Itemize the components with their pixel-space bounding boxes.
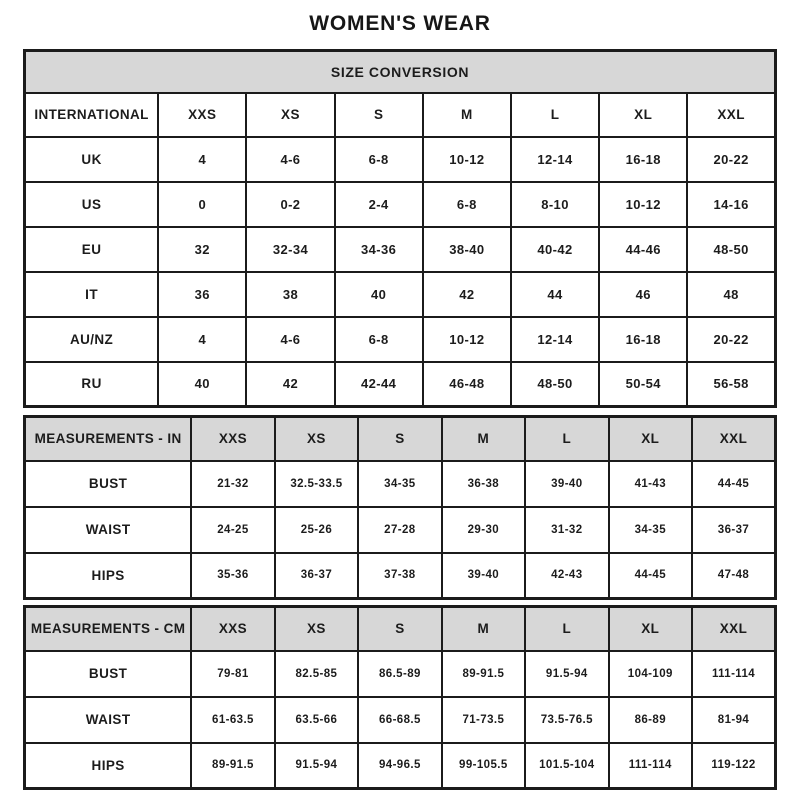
table-row-hips	[25, 743, 776, 789]
value-cell-bust-l: 91.5-94	[525, 651, 608, 697]
column-header-l: L	[525, 417, 608, 461]
tables-container	[23, 49, 777, 790]
column-header-l: L	[525, 607, 608, 651]
column-header-xs: XS	[275, 417, 358, 461]
value-cell-waist-xxs: 61-63.5	[191, 697, 274, 743]
value-cell-bust-xxl: 44-45	[692, 461, 775, 507]
column-header-xxs: XXS	[191, 607, 274, 651]
value-cell-bust-xxl: 111-114	[692, 651, 775, 697]
column-header-xxs: XXS	[158, 93, 246, 137]
table-row-eu	[25, 227, 776, 272]
value-cell-bust-s: 34-35	[358, 461, 441, 507]
value-cell-us-l: 8-10	[511, 182, 599, 227]
corner-header-international: INTERNATIONAL	[25, 93, 159, 137]
table-row-us	[25, 182, 776, 227]
table-banner-row	[25, 51, 776, 93]
value-cell-eu-xxl: 48-50	[687, 227, 775, 272]
value-cell-bust-m: 36-38	[442, 461, 525, 507]
table-row-waist	[25, 507, 776, 553]
value-cell-it-l: 44	[511, 272, 599, 317]
measurements-in-table	[23, 415, 777, 600]
value-cell-hips-xxs: 89-91.5	[191, 743, 274, 789]
table-row-bust	[25, 461, 776, 507]
measurements-cm-table	[23, 605, 777, 790]
value-cell-uk-s: 6-8	[335, 137, 423, 182]
value-cell-hips-xl: 44-45	[609, 553, 692, 599]
value-cell-waist-xxl: 36-37	[692, 507, 775, 553]
value-cell-eu-xl: 44-46	[599, 227, 687, 272]
column-header-s: S	[335, 93, 423, 137]
value-cell-au-nz-xxs: 4	[158, 317, 246, 362]
value-cell-uk-xl: 16-18	[599, 137, 687, 182]
value-cell-uk-xxs: 4	[158, 137, 246, 182]
size-conversion-table	[23, 49, 777, 408]
column-header-xs: XS	[246, 93, 334, 137]
value-cell-waist-xxl: 81-94	[692, 697, 775, 743]
corner-header-measurements-cm: MEASUREMENTS - CM	[25, 607, 192, 651]
value-cell-hips-m: 99-105.5	[442, 743, 525, 789]
value-cell-au-nz-l: 12-14	[511, 317, 599, 362]
value-cell-it-xxl: 48	[687, 272, 775, 317]
column-header-xxl: XXL	[687, 93, 775, 137]
column-header-xs: XS	[275, 607, 358, 651]
value-cell-au-nz-xxl: 20-22	[687, 317, 775, 362]
table-row-au-nz	[25, 317, 776, 362]
value-cell-it-xxs: 36	[158, 272, 246, 317]
column-header-s: S	[358, 607, 441, 651]
value-cell-hips-s: 37-38	[358, 553, 441, 599]
value-cell-waist-xs: 25-26	[275, 507, 358, 553]
row-header-it: IT	[25, 272, 159, 317]
column-header-xl: XL	[609, 607, 692, 651]
value-cell-au-nz-s: 6-8	[335, 317, 423, 362]
value-cell-hips-s: 94-96.5	[358, 743, 441, 789]
column-header-row	[25, 607, 776, 651]
table-row-uk	[25, 137, 776, 182]
column-header-xl: XL	[609, 417, 692, 461]
page-title: WOMEN'S WEAR	[309, 12, 491, 35]
value-cell-it-xs: 38	[246, 272, 334, 317]
value-cell-waist-l: 31-32	[525, 507, 608, 553]
value-cell-eu-m: 38-40	[423, 227, 511, 272]
column-header-m: M	[423, 93, 511, 137]
column-header-m: M	[442, 607, 525, 651]
value-cell-bust-xs: 32.5-33.5	[275, 461, 358, 507]
column-header-xl: XL	[599, 93, 687, 137]
value-cell-waist-m: 71-73.5	[442, 697, 525, 743]
table-row-bust	[25, 651, 776, 697]
column-header-xxs: XXS	[191, 417, 274, 461]
row-header-ru: RU	[25, 362, 159, 407]
row-header-uk: UK	[25, 137, 159, 182]
value-cell-us-s: 2-4	[335, 182, 423, 227]
row-header-hips: HIPS	[25, 553, 192, 599]
column-header-xxl: XXL	[692, 607, 775, 651]
value-cell-us-xxs: 0	[158, 182, 246, 227]
value-cell-us-xxl: 14-16	[687, 182, 775, 227]
value-cell-ru-l: 48-50	[511, 362, 599, 407]
row-header-au-nz: AU/NZ	[25, 317, 159, 362]
column-header-m: M	[442, 417, 525, 461]
value-cell-eu-xs: 32-34	[246, 227, 334, 272]
value-cell-uk-xs: 4-6	[246, 137, 334, 182]
row-header-eu: EU	[25, 227, 159, 272]
row-header-waist: WAIST	[25, 697, 192, 743]
column-header-row	[25, 93, 776, 137]
value-cell-bust-xxs: 21-32	[191, 461, 274, 507]
row-header-waist: WAIST	[25, 507, 192, 553]
corner-header-measurements-in: MEASUREMENTS - IN	[25, 417, 192, 461]
value-cell-bust-xl: 104-109	[609, 651, 692, 697]
value-cell-uk-xxl: 20-22	[687, 137, 775, 182]
value-cell-au-nz-xl: 16-18	[599, 317, 687, 362]
value-cell-eu-l: 40-42	[511, 227, 599, 272]
value-cell-waist-m: 29-30	[442, 507, 525, 553]
value-cell-it-m: 42	[423, 272, 511, 317]
value-cell-ru-xxs: 40	[158, 362, 246, 407]
value-cell-waist-xxs: 24-25	[191, 507, 274, 553]
row-header-bust: BUST	[25, 461, 192, 507]
value-cell-bust-xs: 82.5-85	[275, 651, 358, 697]
value-cell-eu-xxs: 32	[158, 227, 246, 272]
value-cell-waist-xl: 86-89	[609, 697, 692, 743]
table-row-ru	[25, 362, 776, 407]
value-cell-hips-m: 39-40	[442, 553, 525, 599]
value-cell-waist-xs: 63.5-66	[275, 697, 358, 743]
value-cell-bust-l: 39-40	[525, 461, 608, 507]
column-header-row	[25, 417, 776, 461]
value-cell-hips-xxs: 35-36	[191, 553, 274, 599]
column-header-l: L	[511, 93, 599, 137]
table-row-waist	[25, 697, 776, 743]
value-cell-ru-xxl: 56-58	[687, 362, 775, 407]
value-cell-hips-xl: 111-114	[609, 743, 692, 789]
value-cell-it-xl: 46	[599, 272, 687, 317]
value-cell-hips-xs: 91.5-94	[275, 743, 358, 789]
value-cell-ru-xl: 50-54	[599, 362, 687, 407]
value-cell-au-nz-xs: 4-6	[246, 317, 334, 362]
value-cell-hips-l: 101.5-104	[525, 743, 608, 789]
column-header-s: S	[358, 417, 441, 461]
value-cell-ru-xs: 42	[246, 362, 334, 407]
row-header-bust: BUST	[25, 651, 192, 697]
row-header-us: US	[25, 182, 159, 227]
value-cell-us-xl: 10-12	[599, 182, 687, 227]
value-cell-hips-l: 42-43	[525, 553, 608, 599]
value-cell-hips-xxl: 119-122	[692, 743, 775, 789]
value-cell-waist-xl: 34-35	[609, 507, 692, 553]
value-cell-eu-s: 34-36	[335, 227, 423, 272]
value-cell-hips-xs: 36-37	[275, 553, 358, 599]
table-row-it	[25, 272, 776, 317]
value-cell-au-nz-m: 10-12	[423, 317, 511, 362]
value-cell-uk-l: 12-14	[511, 137, 599, 182]
value-cell-bust-xl: 41-43	[609, 461, 692, 507]
value-cell-it-s: 40	[335, 272, 423, 317]
table-row-hips	[25, 553, 776, 599]
value-cell-bust-s: 86.5-89	[358, 651, 441, 697]
value-cell-us-xs: 0-2	[246, 182, 334, 227]
value-cell-waist-l: 73.5-76.5	[525, 697, 608, 743]
value-cell-us-m: 6-8	[423, 182, 511, 227]
row-header-hips: HIPS	[25, 743, 192, 789]
value-cell-hips-xxl: 47-48	[692, 553, 775, 599]
column-header-xxl: XXL	[692, 417, 775, 461]
value-cell-uk-m: 10-12	[423, 137, 511, 182]
value-cell-ru-m: 46-48	[423, 362, 511, 407]
value-cell-waist-s: 27-28	[358, 507, 441, 553]
value-cell-bust-m: 89-91.5	[442, 651, 525, 697]
value-cell-waist-s: 66-68.5	[358, 697, 441, 743]
value-cell-bust-xxs: 79-81	[191, 651, 274, 697]
table-title: SIZE CONVERSION	[25, 51, 776, 93]
value-cell-ru-s: 42-44	[335, 362, 423, 407]
